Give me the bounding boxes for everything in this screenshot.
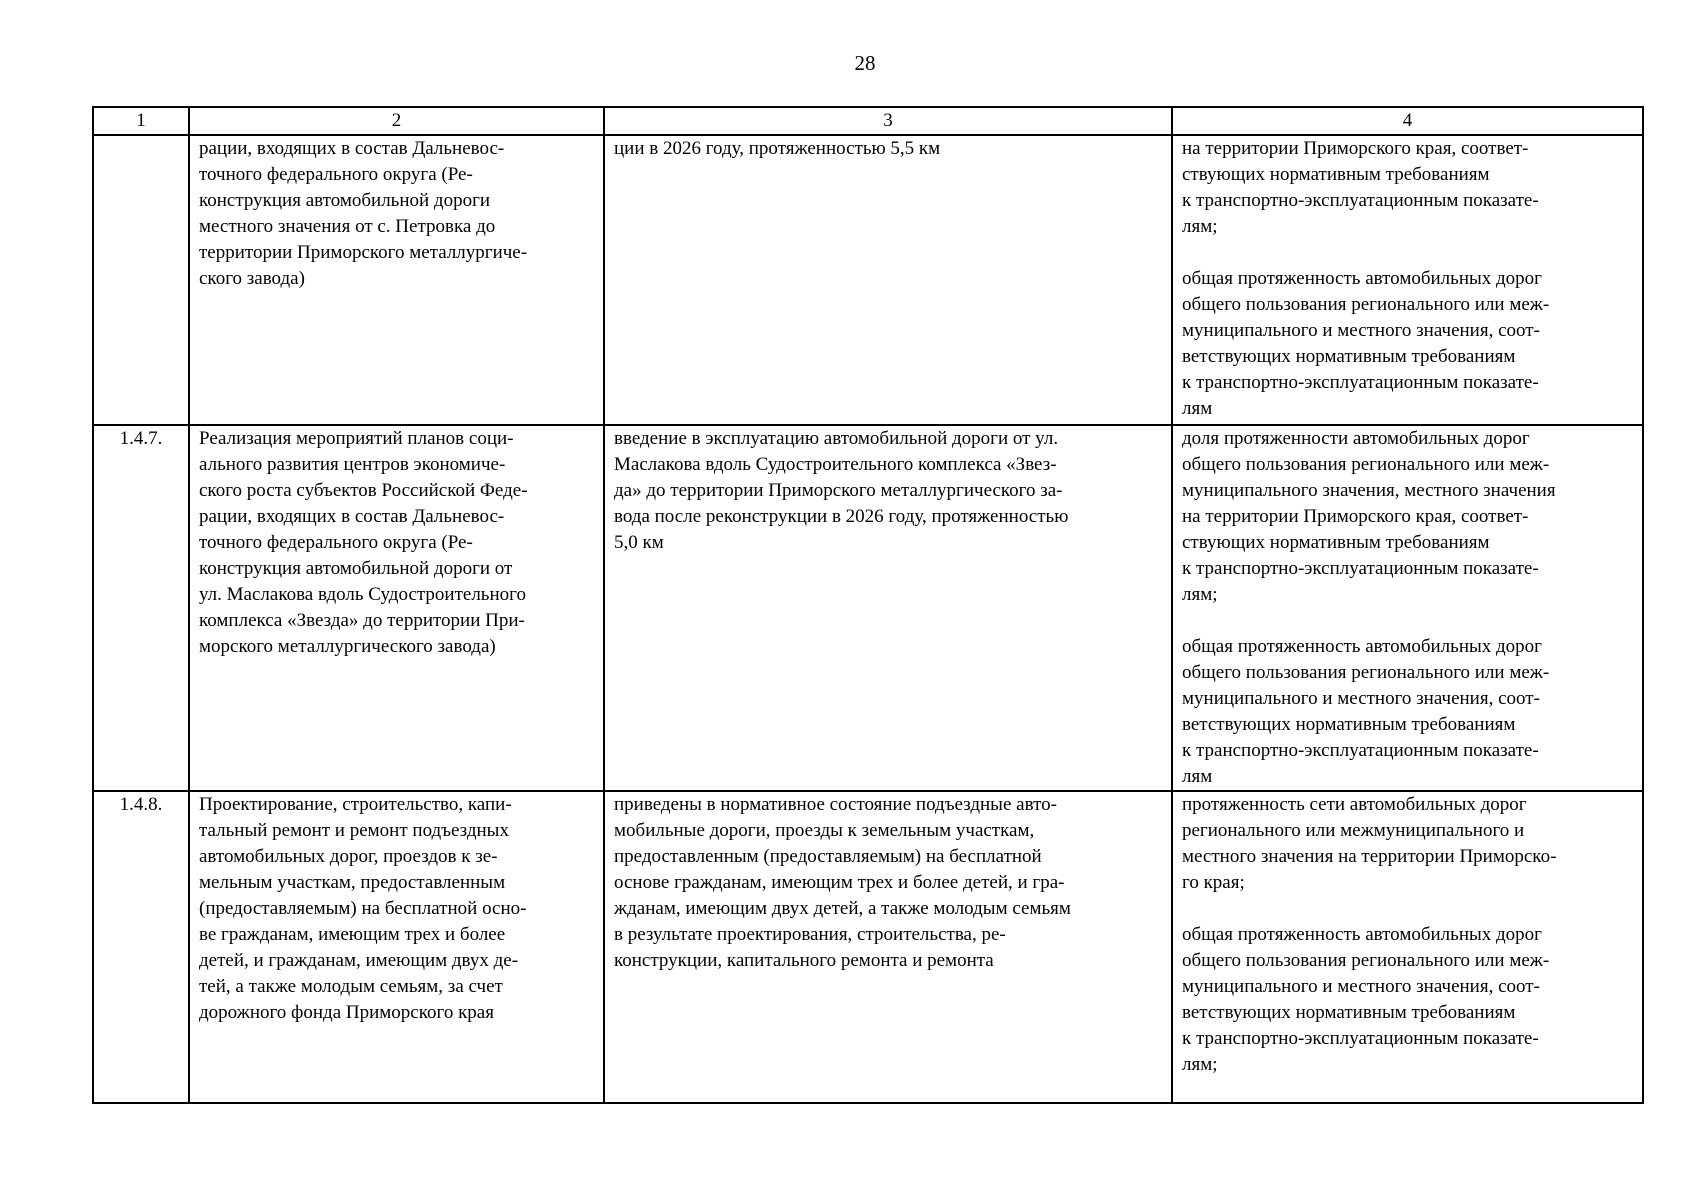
column-header-2: 2 (189, 107, 604, 135)
row-number-cell (93, 425, 189, 791)
indicator-link: доля протяженности автомобильных дорог общего пользования регионального или меж- муниципального значения, местного значения на территории Приморского края, соответ- ствующих нормативным требованиям к транспортно-эксплуатационным показате- лям; общая протяженность автомобильных дорог общего пользования регионального или меж- муниципального и местного значения, соот- ветствующих нормативным требованиям к транспортно-эксплуатационным показате- лям (1182, 428, 1556, 787)
measure-name-cell (189, 425, 604, 791)
expected-result: приведены в нормативное состояние подъездные авто- мобильные дороги, проезды к земельным участкам, предоставленным (предоставляемым) на бесплатной основе гражданам, имеющим трех и более детей, и гра- жданам, имеющим двух детей, а также молодым семьям в результате проектирования, строительства, ре- конструкции, капитального ремонта и ремонта (614, 794, 1071, 971)
column-header-3: 3 (604, 107, 1172, 135)
expected-result-cell (604, 791, 1172, 1103)
measure-name-cell (189, 791, 604, 1103)
expected-result-cell (604, 425, 1172, 791)
measure-name: Реализация мероприятий планов соци- ального развития центров экономиче- ского роста субъектов Российской Феде- рации, входящих в состав Дальневос- точного федерального округа (Ре- конструкция автомобильной дороги от ул. Маслакова вдоль Судостроительного комплекса «Звезда» до территории При- морского металлургического завода) (199, 428, 528, 657)
measure-name: рации, входящих в состав Дальневос- точного федерального округа (Ре- конструкция автомобильной дороги местного значения от с. Петровка до территории Приморского металлургиче- ского завода) (199, 138, 528, 289)
row-number: 1.4.7. (119, 428, 163, 449)
measure-name: Проектирование, строительство, капи- тальный ремонт и ремонт подъездных автомобильных дорог, проездов к зе- мельным участкам, предоставленным (предоставляемым) на бесплатной осно- ве гражданам, имеющим трех и более детей, и гражданам, имеющим двух де- тей, а также молодым семьям, за счет дорожного фонда Приморского края (199, 794, 527, 1023)
table-row (93, 135, 1643, 425)
expected-result-cell (604, 135, 1172, 425)
row-number-cell (93, 135, 189, 425)
indicator-link-cell (1172, 791, 1643, 1103)
table-row (93, 791, 1643, 1103)
table-header-row (93, 107, 1643, 135)
column-header-1: 1 (93, 107, 189, 135)
page-number: 28 (854, 51, 876, 75)
row-number: 1.4.8. (119, 794, 163, 815)
indicator-link-cell (1172, 425, 1643, 791)
row-number-cell (93, 791, 189, 1103)
program-table (92, 106, 1644, 1104)
indicator-link: на территории Приморского края, соответ- ствующих нормативным требованиям к транспортно-эксплуатационным показате- лям; общая протяженность автомобильных дорог общего пользования регионального или меж- муниципального и местного значения, соот- ветствующих нормативным требованиям к транспортно-эксплуатационным показате- лям (1182, 138, 1550, 419)
column-header-4: 4 (1172, 107, 1643, 135)
expected-result: введение в эксплуатацию автомобильной дороги от ул. Маслакова вдоль Судостроительного комплекса «Звез- да» до территории Приморского металлургического за- вода после реконструкции в 2026 году, протяженностью 5,0 км (614, 428, 1069, 553)
indicator-link-cell (1172, 135, 1643, 425)
expected-result: ции в 2026 году, протяженностью 5,5 км (614, 138, 941, 159)
indicator-link: протяженность сети автомобильных дорог регионального или межмуниципального и местного значения на территории Приморско- го края; общая протяженность автомобильных дорог общего пользования регионального или меж- муниципального и местного значения, соот- ветствующих нормативным требованиям к транспортно-эксплуатационным показате- лям; (1182, 794, 1557, 1075)
measure-name-cell (189, 135, 604, 425)
table-row (93, 425, 1643, 791)
